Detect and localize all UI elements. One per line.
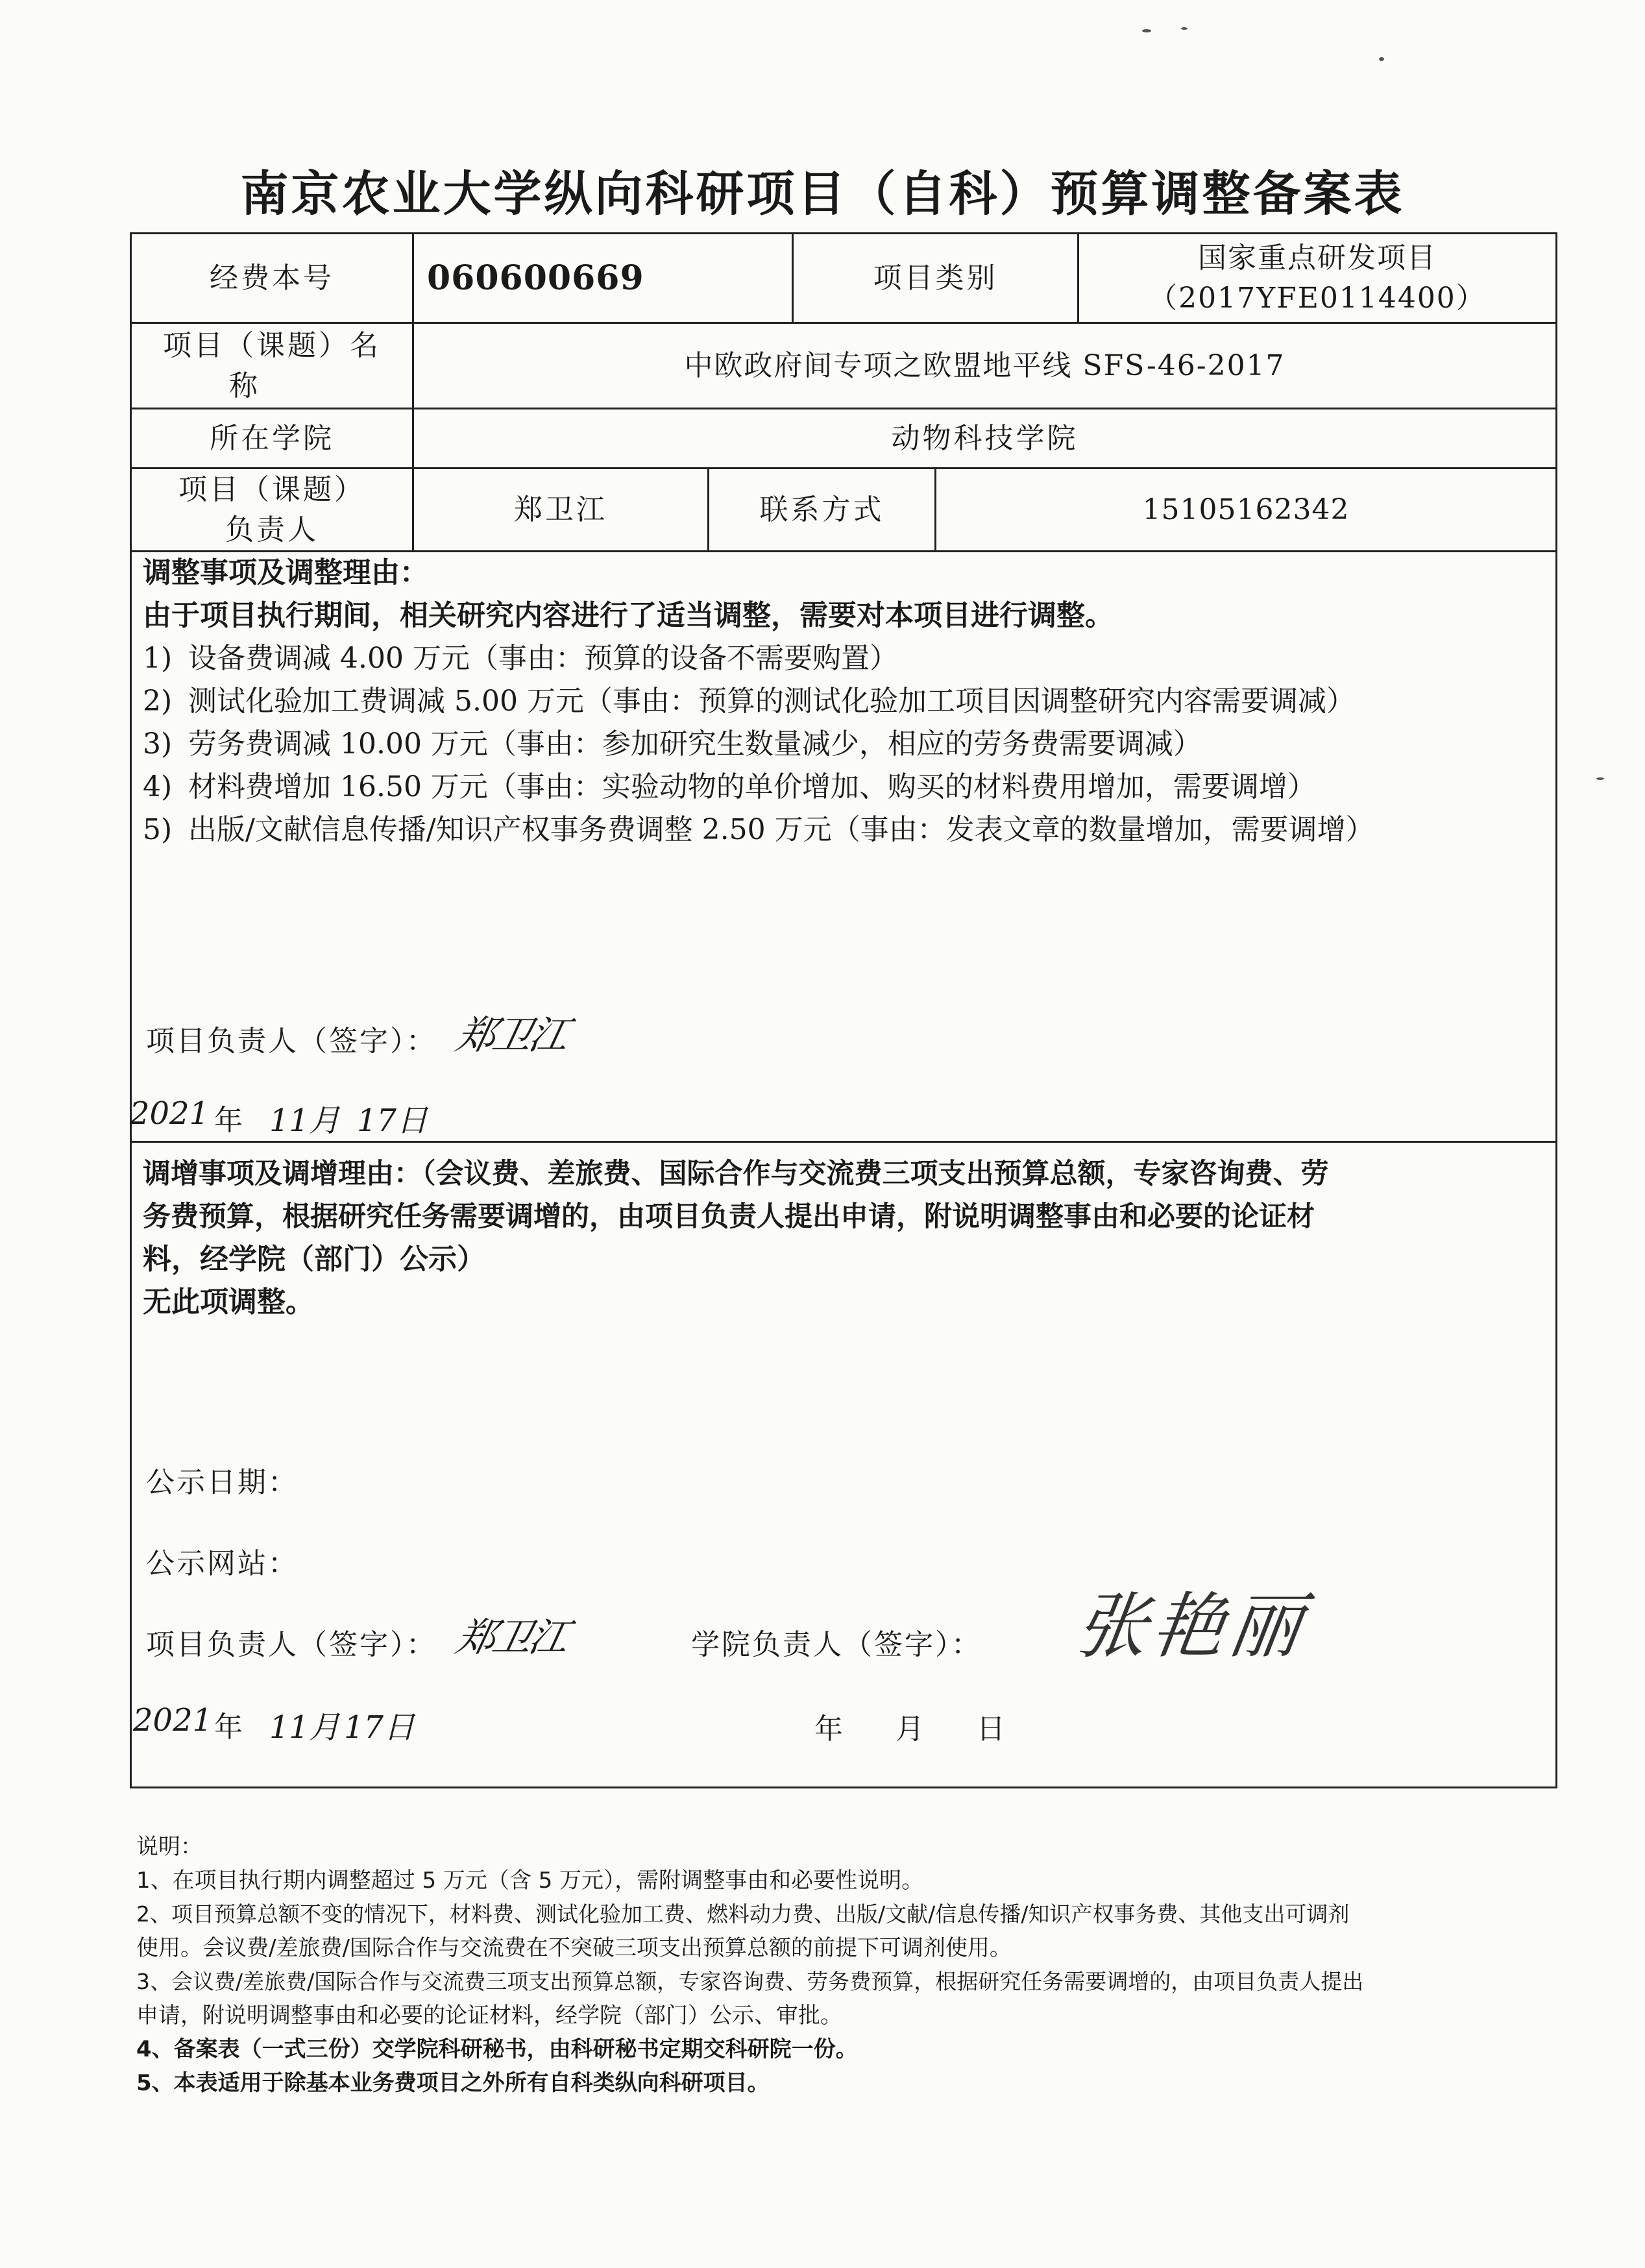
adjustment-item — [143, 809, 1544, 851]
adjustment-item — [143, 766, 1544, 809]
project-name-label-line-2: 称 — [229, 369, 260, 402]
notes-heading: 说明： — [136, 1834, 202, 1860]
adjustment-sign-label: 项目负责人（签字）： — [146, 1025, 437, 1058]
notice-date-label: 公示日期： — [146, 1466, 299, 1499]
increase-date-year-unit: 年 — [214, 1711, 245, 1744]
note-3-line-1: 3、会议费/差旅费/国际合作与交流费三项支出预算总额，专家咨询费、劳务费预算，根据研究任务需要调增的，由项目负责人提出 — [136, 1969, 1364, 1994]
item-text: 劳务费调减 10.00 万元（事由：参加研究生数量减少，相应的劳务费需要调减） — [188, 727, 1202, 761]
record-table — [130, 232, 1557, 1788]
notes-section — [136, 1830, 1531, 2100]
scan-speck — [1596, 777, 1604, 780]
adjustment-signature: 郑卫江 — [452, 1013, 571, 1058]
item-number: 2) — [143, 685, 173, 718]
leader-value: 郑卫江 — [514, 493, 607, 526]
item-number: 1) — [143, 642, 173, 675]
project-name-label — [132, 324, 412, 408]
adjustment-section — [143, 552, 1544, 851]
increase-heading-line-2: 务费预算，根据研究任务需要调增的，由项目负责人提出申请，附说明调整事由和必要的论证材 — [143, 1201, 1315, 1233]
increase-leader-signature: 郑卫江 — [452, 1615, 571, 1661]
item-text: 材料费增加 16.50 万元（事由：实验动物的单价增加、购买的材料费用增加，需要调增） — [188, 770, 1316, 803]
category-label: 项目类别 — [873, 261, 998, 295]
scan-speck — [1142, 29, 1151, 32]
item-number: 3) — [143, 727, 173, 761]
college-signature: 张艳丽 — [1070, 1585, 1312, 1668]
adjustment-date-day: 17日 — [357, 1103, 428, 1139]
adjustment-date-year-unit: 年 — [214, 1104, 245, 1137]
adjustment-item — [143, 723, 1544, 766]
notice-site-label: 公示网站： — [146, 1547, 299, 1580]
fund-no-label: 经费本号 — [210, 261, 334, 295]
item-text: 出版/文献信息传播/知识产权事务费调整 2.50 万元（事由：发表文章的数量增加，需要调增） — [188, 813, 1374, 846]
increase-date-month: 11月 — [269, 1709, 341, 1746]
project-name-label-line-1: 项目（课题）名 — [163, 328, 381, 362]
note-2-line-1: 2、项目预算总额不变的情况下，材料费、测试化验加工费、燃料动力费、出版/文献/信息传播/知识产权事务费、其他支出可调剂 — [136, 1901, 1350, 1927]
table-rule — [130, 1141, 1557, 1143]
category-value — [1079, 234, 1555, 322]
scan-speck — [1379, 57, 1384, 61]
item-text: 测试化验加工费调减 5.00 万元（事由：预算的测试化验加工项目因调整研究内容需要调减） — [188, 685, 1355, 718]
item-number: 5) — [143, 813, 173, 846]
adjustment-heading: 调整事项及调整理由： — [143, 556, 428, 589]
college-date-day: 日 — [977, 1713, 1007, 1746]
increase-heading-line-1: 调增事项及调增理由：（会议费、差旅费、国际合作与交流费三项支出预算总额，专家咨询费、劳 — [143, 1158, 1329, 1190]
category-line-2: （2017YFE0114400） — [1149, 281, 1486, 315]
college-date-month: 月 — [896, 1713, 926, 1746]
contact-value: 15105162342 — [1142, 493, 1350, 526]
table-rule — [130, 1786, 1557, 1788]
adjustment-date-year: 2021 — [130, 1095, 210, 1132]
item-text: 设备费调减 4.00 万元（事由：预算的设备不需要购置） — [188, 642, 898, 675]
leader-label-line-1: 项目（课题） — [178, 472, 365, 506]
leader-label-line-2: 负责人 — [225, 513, 319, 546]
adjustment-reason: 由于项目执行期间，相关研究内容进行了适当调整，需要对本项目进行调整。 — [143, 599, 1114, 632]
note-3-line-2: 申请，附说明调整事由和必要的论证材料，经学院（部门）公示、审批。 — [136, 2003, 842, 2029]
project-name-value: 中欧政府间专项之欧盟地平线 SFS-46-2017 — [684, 348, 1286, 382]
table-rule — [1555, 232, 1557, 1788]
item-number: 4) — [143, 770, 173, 803]
note-4: 4、备案表（一式三份）交学院科研秘书，由科研秘书定期交科研院一份。 — [136, 2036, 858, 2062]
adjustment-date-month: 11月 — [269, 1103, 341, 1139]
increase-section — [143, 1152, 1544, 1324]
college-date-year: 年 — [814, 1713, 845, 1746]
leader-label — [132, 469, 412, 550]
note-5: 5、本表适用于除基本业务费项目之外所有自科类纵向科研项目。 — [136, 2070, 770, 2096]
form-title: 南京农业大学纵向科研项目（自科）预算调整备案表 — [240, 166, 1405, 222]
scan-speck — [1181, 27, 1188, 30]
adjustment-item — [143, 637, 1544, 680]
category-line-1: 国家重点研发项目 — [1198, 241, 1437, 274]
note-1: 1、在项目执行期内调整超过 5 万元（含 5 万元），需附调整事由和必要性说明。 — [136, 1868, 924, 1894]
fund-no-value: 060600669 — [427, 258, 644, 298]
adjustment-item — [143, 680, 1544, 723]
note-2-line-2: 使用。会议费/差旅费/国际合作与交流费在不突破三项支出预算总额的前提下可调剂使用。 — [136, 1935, 1012, 1961]
college-sign-label: 学院负责人（签字）： — [691, 1628, 982, 1661]
college-value: 动物科技学院 — [891, 421, 1078, 455]
increase-date-day: 17日 — [344, 1709, 415, 1746]
contact-label: 联系方式 — [759, 493, 884, 526]
increase-leader-sign-label: 项目负责人（签字）： — [146, 1628, 437, 1661]
increase-none: 无此项调整。 — [143, 1286, 314, 1319]
increase-date-year: 2021 — [133, 1702, 213, 1738]
college-label: 所在学院 — [210, 421, 334, 455]
increase-heading-line-3: 料，经学院（部门）公示） — [143, 1243, 485, 1276]
